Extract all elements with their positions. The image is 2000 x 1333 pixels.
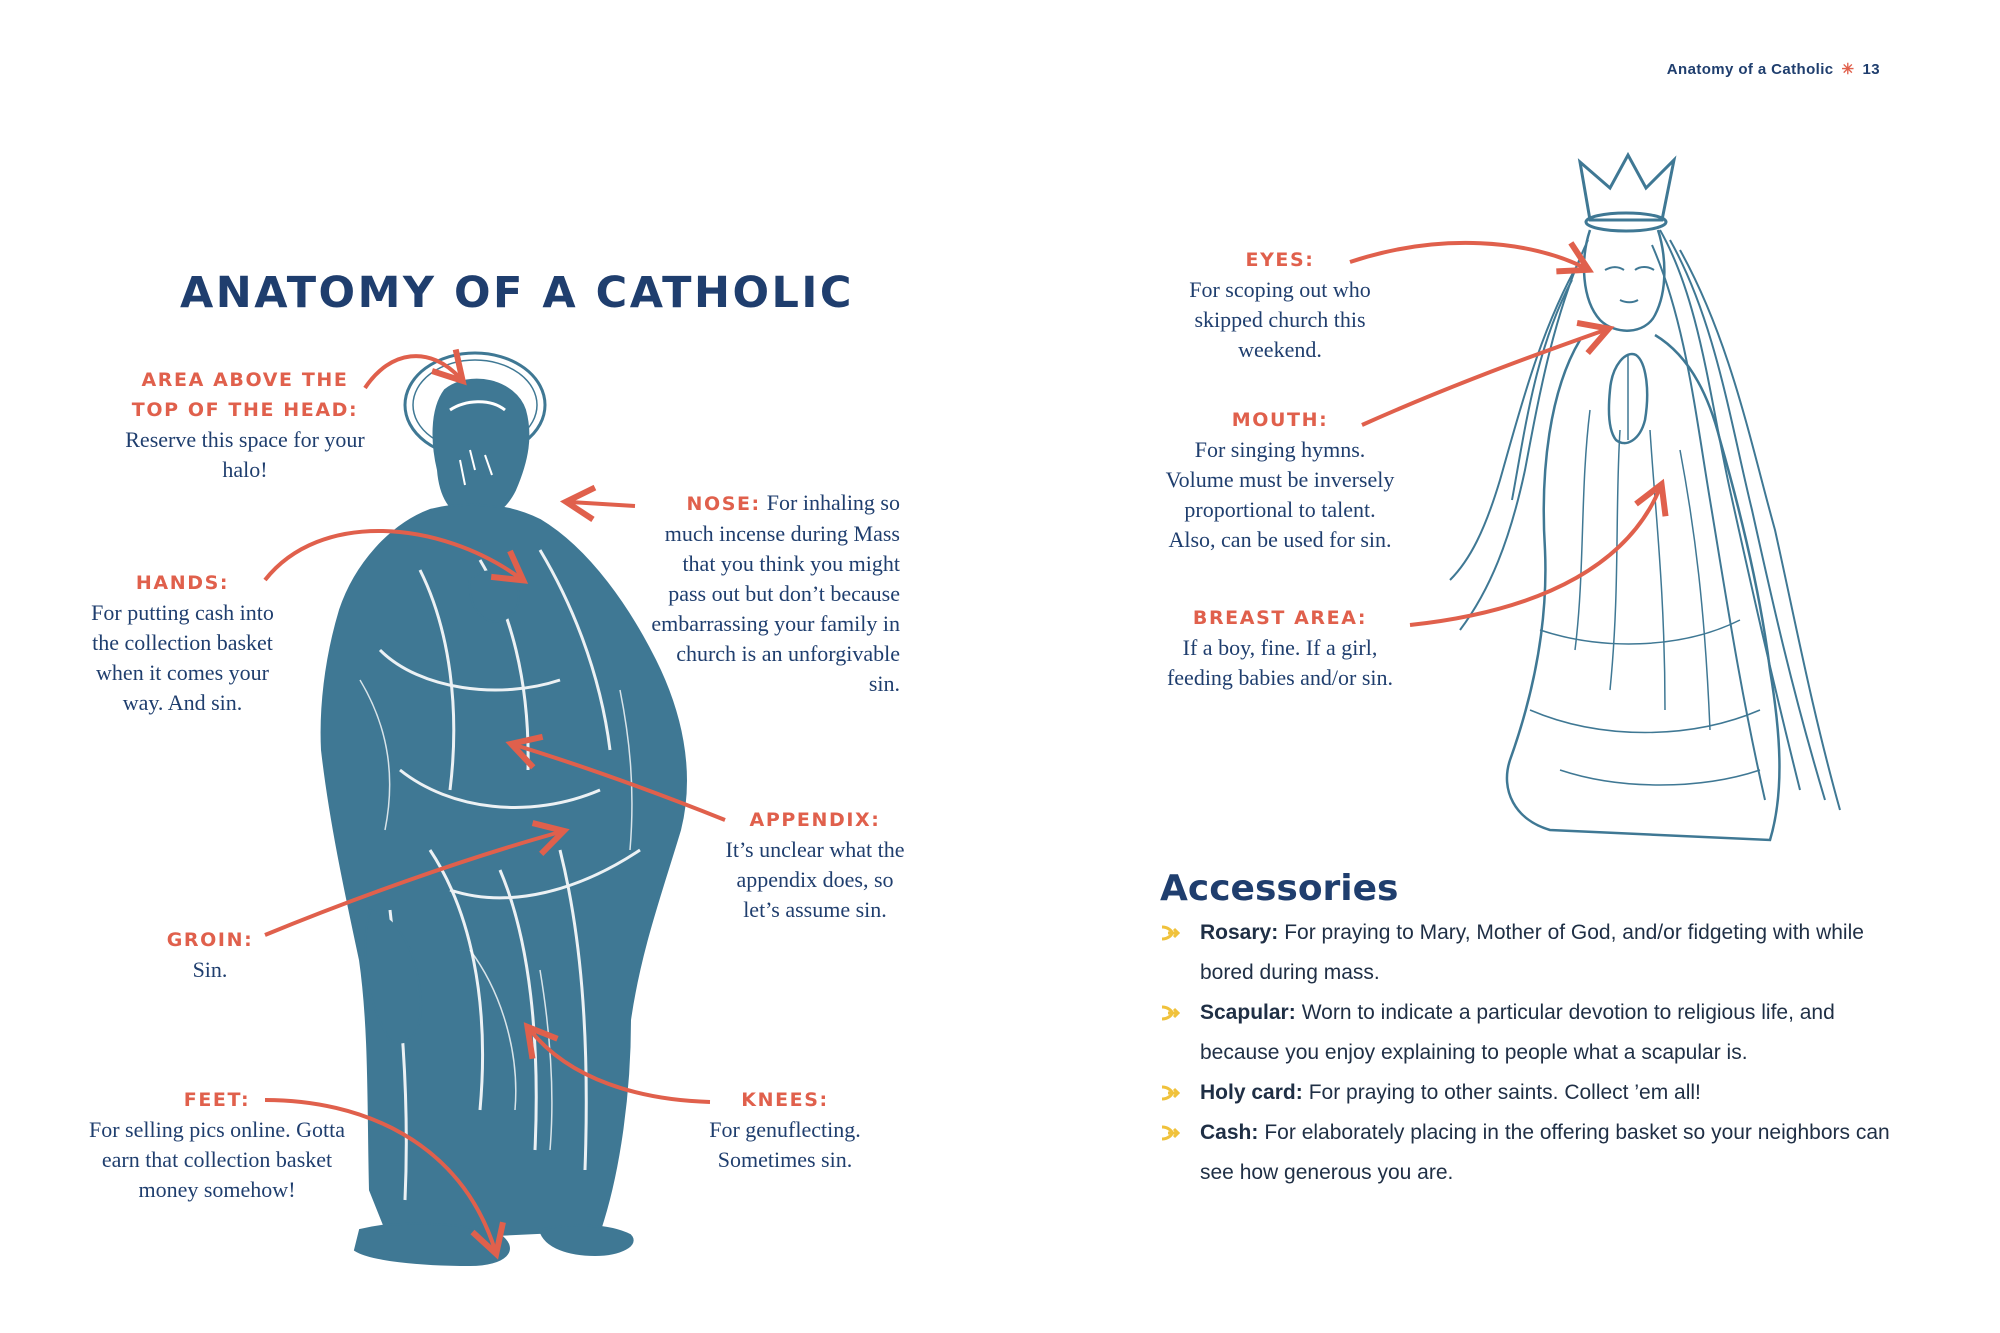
accessories-list (1160, 913, 1900, 1193)
running-head-title: Anatomy of a Catholic (1666, 61, 1834, 78)
callout-breast-area (1165, 603, 1395, 693)
asterisk-icon: ✳ (1841, 61, 1855, 78)
callout-text: If a boy, fine. If a girl, feeding babies and/or sin. (1166, 635, 1394, 690)
accessory-term: Rosary: (1200, 921, 1279, 944)
callout-text: For singing hymns. Volume must be inversely proportional to talent. Also, can be used for sin. (1165, 437, 1395, 552)
accessory-term: Cash: (1200, 1121, 1259, 1144)
callout-hands (85, 568, 280, 718)
callout-nose (640, 488, 900, 699)
callout-label: AREA ABOVE THE TOP OF THE HEAD: (131, 369, 359, 421)
accessories-heading: Accessories (1160, 868, 1399, 909)
callout-label: EYES: (1245, 249, 1315, 271)
accessory-term: Holy card: (1200, 1081, 1303, 1104)
list-item (1160, 1073, 1900, 1113)
callout-text: It’s unclear what the appendix does, so let’s assume sin. (725, 837, 905, 922)
page-number: 13 (1862, 61, 1880, 78)
callout-text: For scoping out who skipped church this weekend. (1189, 277, 1371, 362)
arrow-knees (530, 1030, 710, 1102)
callout-area-above-head (115, 365, 375, 485)
arrow-halo (365, 356, 460, 388)
page-title: ANATOMY OF A CATHOLIC (180, 268, 854, 318)
accessory-text: Worn to indicate a particular devotion to religious life, and because you enjoy explaining to people what a scapular is. (1200, 1001, 1835, 1064)
bullet-icon (1160, 1123, 1180, 1143)
list-item (1160, 913, 1900, 993)
callout-label: FEET: (183, 1089, 251, 1111)
callout-feet (82, 1085, 352, 1205)
bullet-icon (1160, 923, 1180, 943)
callout-label: HANDS: (135, 572, 230, 594)
arrow-nose (570, 502, 635, 506)
callout-eyes (1165, 245, 1395, 365)
arrow-hands (265, 531, 520, 580)
accessory-text: For praying to Mary, Mother of God, and/or fidgeting with while bored during mass. (1200, 921, 1864, 984)
arrow-breast (1410, 488, 1660, 625)
list-item (1160, 993, 1900, 1073)
callout-label: GROIN: (166, 929, 254, 951)
list-item (1160, 1113, 1900, 1193)
bullet-icon (1160, 1003, 1180, 1023)
callout-label: APPENDIX: (749, 809, 881, 831)
accessory-text: For praying to other saints. Collect ’em all! (1308, 1081, 1701, 1104)
callout-appendix (720, 805, 910, 925)
callout-text: For genuflecting. Sometimes sin. (709, 1117, 861, 1172)
callout-groin (130, 925, 290, 985)
accessory-text: For elaborately placing in the offering basket so your neighbors can see how generous you are. (1200, 1121, 1890, 1184)
accessory-term: Scapular: (1200, 1001, 1296, 1024)
callout-text: For putting cash into the collection basket when it comes your way. And sin. (91, 600, 274, 715)
accessories-section (1160, 868, 1900, 1193)
callout-label: MOUTH: (1231, 409, 1329, 431)
callout-text: Sin. (192, 957, 228, 982)
callout-knees (690, 1085, 880, 1175)
callout-text: For inhaling so much incense during Mass that you think you might pass out but don’t because embarrassing your family in church is an unforgivable sin. (651, 490, 900, 696)
callout-mouth (1160, 405, 1400, 555)
callout-text: For selling pics online. Gotta earn that collection basket money somehow! (88, 1117, 346, 1202)
callout-label: NOSE: (686, 493, 761, 515)
callout-text: Reserve this space for your halo! (125, 427, 365, 482)
callout-label: BREAST AREA: (1192, 607, 1368, 629)
bullet-icon (1160, 1083, 1180, 1103)
callout-label: KNEES: (741, 1089, 829, 1111)
arrow-groin (265, 832, 560, 935)
arrow-appendix (515, 745, 725, 820)
